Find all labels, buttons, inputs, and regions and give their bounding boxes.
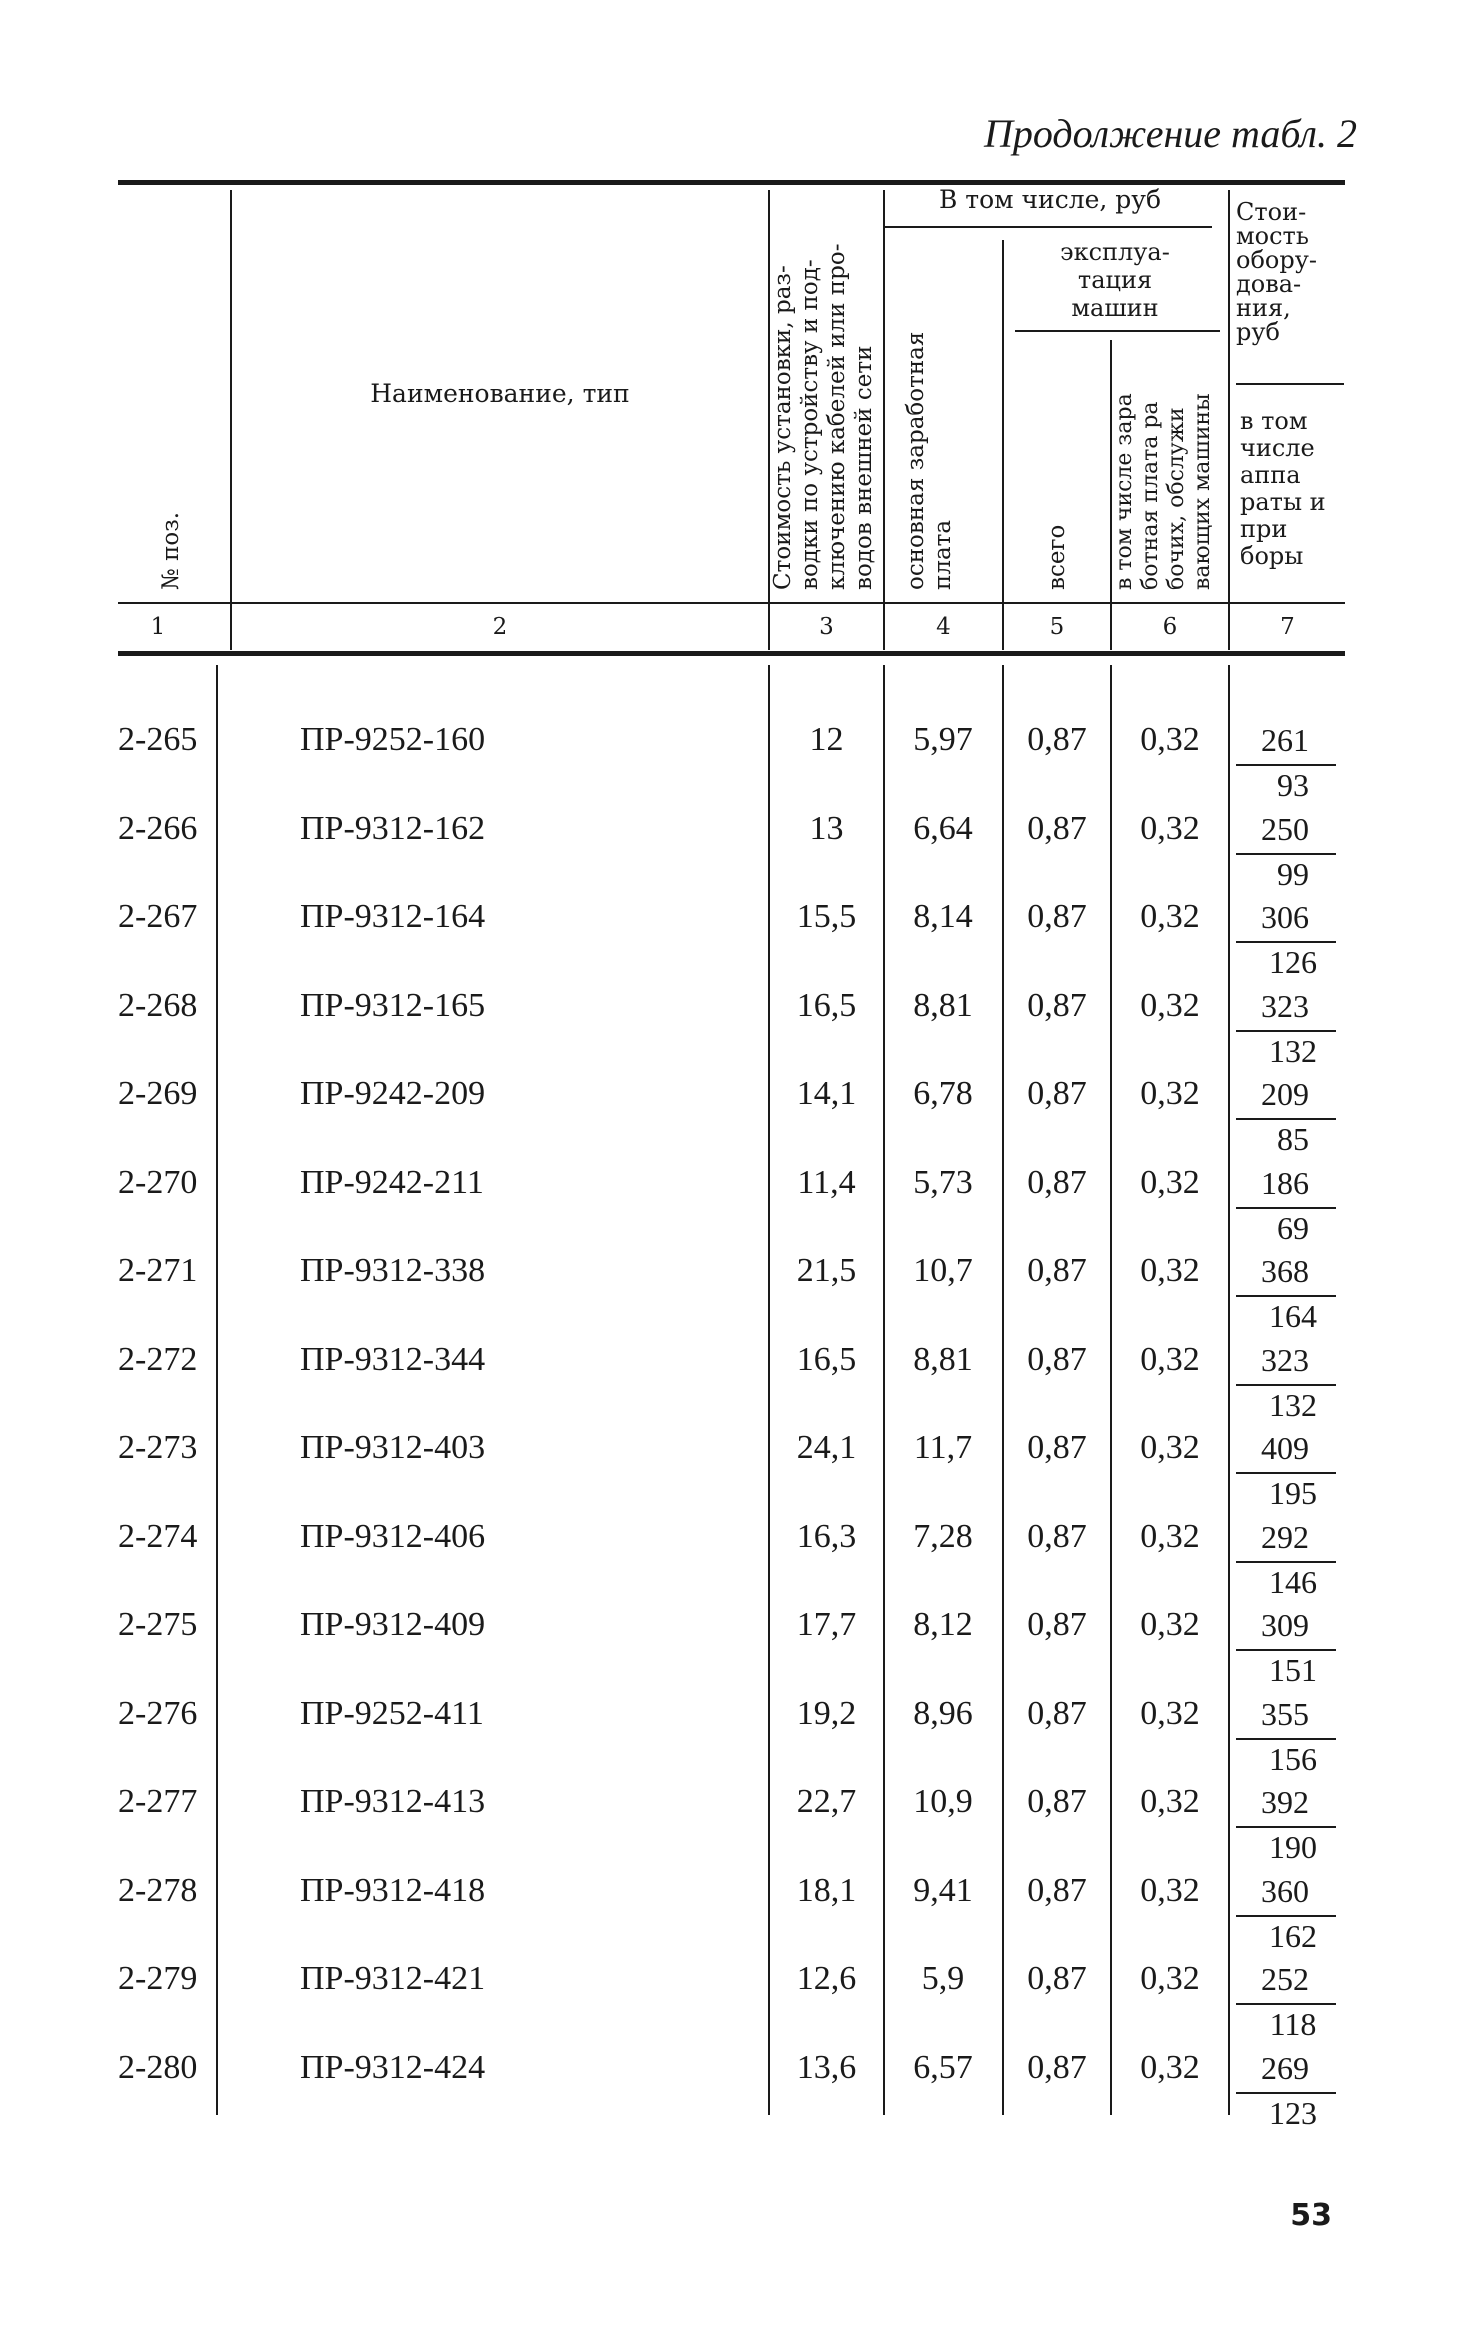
equipment-devices-cell: 93 <box>1277 767 1309 803</box>
machine-total-cell: 0,87 <box>1027 986 1087 1024</box>
installation-cost-cell: 24,1 <box>796 1429 857 1466</box>
equipment-devices-cell: 190 <box>1269 1829 1317 1865</box>
header-divider-1 <box>230 190 232 650</box>
header-machines-rule <box>1015 330 1220 332</box>
header-divider-6 <box>1228 190 1230 650</box>
header-divider-4 <box>1002 240 1004 650</box>
equipment-devices-cell: 195 <box>1269 1475 1317 1511</box>
header-name: Наименование, тип <box>370 379 630 408</box>
equipment-cost-cell: 186 <box>1261 1164 1309 1201</box>
equipment-devices-cell: 132 <box>1269 1032 1317 1069</box>
position-cell: 2-277 <box>118 1783 198 1820</box>
machine-total-cell: 0,87 <box>1027 1871 1087 1909</box>
installation-cost-cell: 16,5 <box>796 1340 857 1378</box>
installation-cost-cell: 18,1 <box>796 1871 857 1909</box>
installation-cost-cell: 19,2 <box>796 1694 857 1732</box>
machine-salary-cell: 0,32 <box>1140 1163 1200 1201</box>
machine-salary-cell: 0,32 <box>1140 986 1200 1024</box>
equipment-devices-cell: 151 <box>1269 1652 1317 1688</box>
equipment-cost-cell: 209 <box>1261 1076 1309 1112</box>
position-cell: 2-270 <box>118 1163 198 1201</box>
header-pos: № поз. <box>158 511 184 590</box>
body-divider-6 <box>1228 665 1230 2115</box>
base-salary-cell: 6,64 <box>913 809 973 847</box>
equipment-cost-cell: 309 <box>1261 1607 1309 1643</box>
header-equipment-cost: Стои- мость обору- дова- ния, руб <box>1236 198 1317 346</box>
name-cell: ПР-9312-164 <box>300 898 486 935</box>
equipment-cost-cell: 323 <box>1261 987 1309 1024</box>
installation-cost-cell: 17,7 <box>796 1606 857 1643</box>
machine-salary-cell: 0,32 <box>1140 809 1200 847</box>
machine-salary-cell: 0,32 <box>1140 1517 1200 1555</box>
installation-cost-cell: 13 <box>809 809 844 847</box>
equipment-cost-cell: 368 <box>1261 1253 1309 1289</box>
column-number-1: 1 <box>150 614 166 640</box>
column-number-6: 6 <box>1162 614 1178 640</box>
base-salary-cell: 5,97 <box>913 721 973 758</box>
machine-salary-cell: 0,32 <box>1140 2048 1200 2086</box>
machine-total-cell: 0,87 <box>1027 1163 1087 1201</box>
numbers-bottom-rule <box>118 651 1345 656</box>
base-salary-cell: 5,73 <box>913 1163 973 1201</box>
machine-salary-cell: 0,32 <box>1140 1075 1200 1112</box>
installation-cost-cell: 14,1 <box>796 1075 857 1112</box>
header-machine-operation: эксплуа- тация машин <box>1060 238 1170 322</box>
machine-salary-cell: 0,32 <box>1140 1340 1200 1378</box>
machine-salary-cell: 0,32 <box>1140 721 1200 758</box>
header-col7-rule <box>1236 383 1344 385</box>
equipment-devices-cell: 132 <box>1269 1386 1317 1423</box>
position-cell: 2-265 <box>118 721 198 758</box>
header-equipment-devices: в том числе аппа раты и при боры <box>1240 407 1326 570</box>
equipment-devices-cell: 146 <box>1269 1563 1317 1600</box>
position-cell: 2-276 <box>118 1694 198 1732</box>
fraction-rule <box>1236 1295 1336 1297</box>
position-cell: 2-279 <box>118 1960 198 1997</box>
installation-cost-cell: 16,5 <box>796 986 857 1024</box>
machine-total-cell: 0,87 <box>1027 1429 1087 1466</box>
machine-total-cell: 0,87 <box>1027 2048 1087 2086</box>
base-salary-cell: 8,81 <box>913 1340 973 1378</box>
base-salary-cell: 10,9 <box>913 1783 973 1820</box>
installation-cost-cell: 12,6 <box>796 1960 857 1997</box>
header-bottom-rule <box>118 602 1345 604</box>
header-base-salary: основная заработная плата <box>903 331 956 590</box>
equipment-cost-cell: 306 <box>1261 899 1309 935</box>
name-cell: ПР-9252-411 <box>300 1694 484 1732</box>
fraction-rule <box>1236 1207 1336 1209</box>
name-cell: ПР-9312-413 <box>300 1783 486 1820</box>
position-cell: 2-271 <box>118 1252 198 1289</box>
name-cell: ПР-9252-160 <box>300 721 486 758</box>
machine-total-cell: 0,87 <box>1027 1783 1087 1820</box>
column-number-7: 7 <box>1280 614 1295 640</box>
installation-cost-cell: 21,5 <box>796 1252 857 1289</box>
column-number-5: 5 <box>1049 614 1065 640</box>
header-group-rule <box>885 226 1212 228</box>
fraction-rule <box>1236 1030 1336 1032</box>
machine-salary-cell: 0,32 <box>1140 1960 1200 1997</box>
equipment-devices-cell: 162 <box>1269 1917 1317 1954</box>
equipment-cost-cell: 409 <box>1261 1430 1309 1466</box>
fraction-rule <box>1236 853 1336 855</box>
machine-salary-cell: 0,32 <box>1140 898 1200 935</box>
column-number-3: 3 <box>819 614 834 640</box>
base-salary-cell: 8,96 <box>913 1694 973 1732</box>
position-cell: 2-274 <box>118 1517 198 1555</box>
equipment-cost-cell: 323 <box>1261 1341 1309 1378</box>
header-machine-salary: в том числе зара ботная плата ра бочих, обслужи вающих машины <box>1112 393 1215 590</box>
fraction-rule <box>1236 1915 1336 1917</box>
table-continuation-caption: Продолжение табл. 2 <box>983 111 1357 156</box>
base-salary-cell: 11,7 <box>913 1429 973 1466</box>
equipment-cost-cell: 250 <box>1261 810 1309 847</box>
installation-cost-cell: 22,7 <box>796 1783 857 1820</box>
equipment-cost-cell: 269 <box>1261 2049 1309 2086</box>
fraction-rule <box>1236 2092 1336 2094</box>
machine-total-cell: 0,87 <box>1027 1340 1087 1378</box>
name-cell: ПР-9312-418 <box>300 1871 486 1909</box>
installation-cost-cell: 13,6 <box>796 2048 857 2086</box>
name-cell: ПР-9312-344 <box>300 1340 486 1378</box>
name-cell: ПР-9242-209 <box>300 1075 486 1112</box>
fraction-rule <box>1236 1561 1336 1563</box>
page-number: 53 <box>1290 2198 1332 2233</box>
base-salary-cell: 5,9 <box>921 1960 965 1997</box>
machine-total-cell: 0,87 <box>1027 1606 1087 1643</box>
equipment-devices-cell: 69 <box>1277 1209 1309 1246</box>
body-divider-1 <box>216 665 218 2115</box>
equipment-devices-cell: 156 <box>1269 1740 1317 1777</box>
position-cell: 2-268 <box>118 986 198 1024</box>
machine-salary-cell: 0,32 <box>1140 1694 1200 1732</box>
fraction-rule <box>1236 764 1336 766</box>
equipment-cost-cell: 360 <box>1261 1872 1309 1909</box>
base-salary-cell: 7,28 <box>913 1517 973 1555</box>
base-salary-cell: 8,14 <box>913 898 973 935</box>
name-cell: ПР-9312-409 <box>300 1606 486 1643</box>
name-cell: ПР-9312-421 <box>300 1960 486 1997</box>
base-salary-cell: 6,57 <box>913 2048 973 2086</box>
position-cell: 2-278 <box>118 1871 198 1909</box>
fraction-rule <box>1236 2003 1336 2005</box>
equipment-cost-cell: 261 <box>1261 722 1309 758</box>
name-cell: ПР-9312-162 <box>300 809 486 847</box>
position-cell: 2-267 <box>118 898 198 935</box>
fraction-rule <box>1236 1826 1336 1828</box>
machine-total-cell: 0,87 <box>1027 809 1087 847</box>
machine-total-cell: 0,87 <box>1027 1694 1087 1732</box>
machine-total-cell: 0,87 <box>1027 1075 1087 1112</box>
header-installation-cost: Стоимость установки, раз- водки по устройству и под- ключению кабелей или про- водов внешней сети <box>770 243 877 590</box>
name-cell: ПР-9312-406 <box>300 1517 486 1555</box>
column-number-2: 2 <box>492 614 508 640</box>
name-cell: ПР-9242-211 <box>300 1163 484 1201</box>
machine-total-cell: 0,87 <box>1027 1960 1087 1997</box>
name-cell: ПР-9312-403 <box>300 1429 486 1466</box>
machine-salary-cell: 0,32 <box>1140 1783 1200 1820</box>
installation-cost-cell: 15,5 <box>796 898 857 935</box>
base-salary-cell: 8,12 <box>913 1606 973 1643</box>
fraction-rule <box>1236 1384 1336 1386</box>
base-salary-cell: 8,81 <box>913 986 973 1024</box>
column-number-4: 4 <box>936 614 951 640</box>
equipment-devices-cell: 164 <box>1269 1298 1317 1334</box>
name-cell: ПР-9312-424 <box>300 2048 486 2086</box>
machine-total-cell: 0,87 <box>1027 1517 1087 1555</box>
name-cell: ПР-9312-338 <box>300 1252 486 1289</box>
machine-salary-cell: 0,32 <box>1140 1606 1200 1643</box>
fraction-rule <box>1236 1118 1336 1120</box>
base-salary-cell: 6,78 <box>913 1075 973 1112</box>
installation-cost-cell: 12 <box>809 721 844 758</box>
header-divider-3 <box>883 190 885 650</box>
machine-salary-cell: 0,32 <box>1140 1871 1200 1909</box>
equipment-cost-cell: 392 <box>1261 1784 1309 1820</box>
equipment-devices-cell: 123 <box>1269 2094 1317 2131</box>
base-salary-cell: 9,41 <box>913 1871 973 1909</box>
name-cell: ПР-9312-165 <box>300 986 486 1024</box>
fraction-rule <box>1236 1472 1336 1474</box>
position-cell: 2-272 <box>118 1340 198 1378</box>
body-divider-3 <box>883 665 885 2115</box>
fraction-rule <box>1236 941 1336 943</box>
base-salary-cell: 10,7 <box>913 1252 973 1289</box>
equipment-devices-cell: 118 <box>1269 2006 1317 2042</box>
equipment-cost-cell: 252 <box>1261 1961 1309 1997</box>
fraction-rule <box>1236 1649 1336 1651</box>
equipment-cost-cell: 355 <box>1261 1695 1309 1732</box>
position-cell: 2-273 <box>118 1429 198 1466</box>
position-cell: 2-275 <box>118 1606 198 1643</box>
installation-cost-cell: 11,4 <box>797 1163 856 1201</box>
machine-total-cell: 0,87 <box>1027 1252 1087 1289</box>
header-total: всего <box>1044 524 1070 590</box>
position-cell: 2-266 <box>118 809 198 847</box>
position-cell: 2-269 <box>118 1075 198 1112</box>
machine-total-cell: 0,87 <box>1027 721 1087 758</box>
machine-salary-cell: 0,32 <box>1140 1252 1200 1289</box>
fraction-rule <box>1236 1738 1336 1740</box>
equipment-devices-cell: 99 <box>1277 855 1309 892</box>
equipment-devices-cell: 126 <box>1269 944 1317 980</box>
equipment-devices-cell: 85 <box>1277 1121 1309 1157</box>
header-including: В том числе, руб <box>938 185 1162 214</box>
machine-total-cell: 0,87 <box>1027 898 1087 935</box>
equipment-cost-cell: 292 <box>1261 1518 1309 1555</box>
machine-salary-cell: 0,32 <box>1140 1429 1200 1466</box>
installation-cost-cell: 16,3 <box>796 1517 857 1555</box>
position-cell: 2-280 <box>118 2048 198 2086</box>
